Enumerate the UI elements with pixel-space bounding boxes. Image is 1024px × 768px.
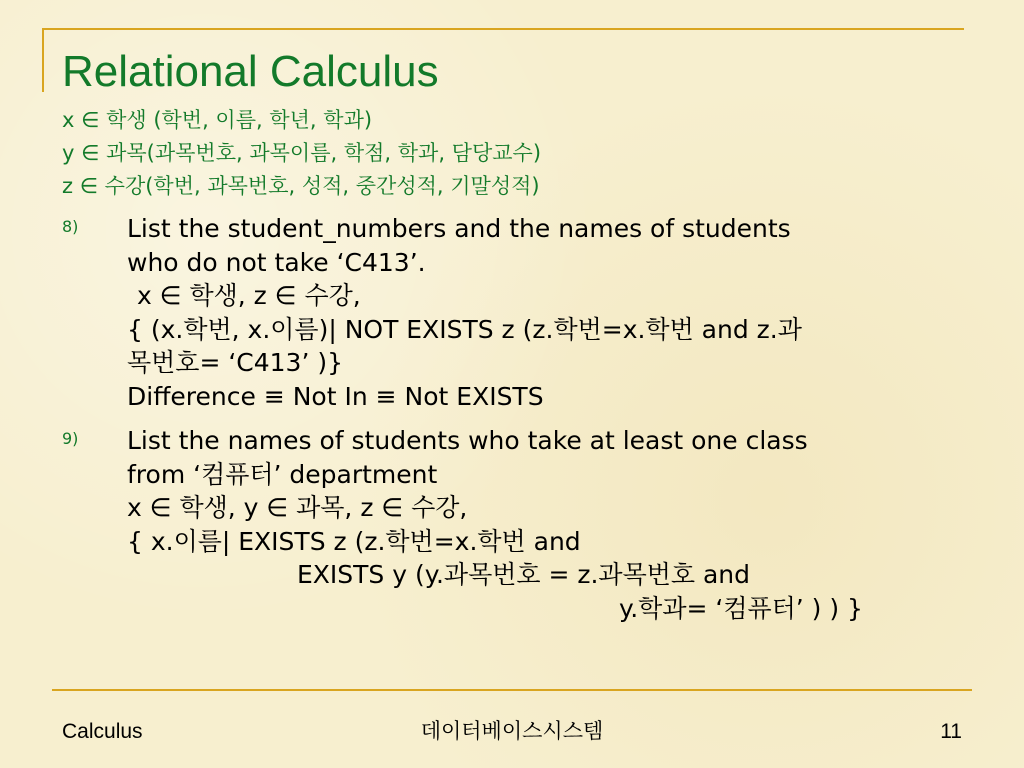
item-number: 8) [62,217,79,236]
item-line: 목번호= ‘C413’ )} [127,348,344,377]
page-number: 11 [940,720,962,743]
bottom-rule-line [52,689,972,691]
item-line: from ‘컴퓨터’ department [127,459,438,489]
item-line: x ∈ 학생, y ∈ 과목, z ∈ 수강, [127,493,468,522]
left-rule-line [42,28,44,92]
schema-definitions [62,104,541,203]
item-body [127,212,802,413]
slide-title: Relational Calculus [62,47,439,96]
schema-line-student: x ∈ 학생 (학번, 이름, 학년, 학과) [62,108,373,132]
item-line: who do not take ‘C413’. [127,247,426,277]
item-number: 9) [62,429,79,448]
item-line: { x.이름| EXISTS z (z.학번=x.학번 and [127,526,581,556]
item-line: y.학과= ‘컴퓨터’ ) ) } [619,593,863,623]
item-line: List the names of students who take at least one class [127,426,808,455]
item-line: x ∈ 학생, z ∈ 수강, [137,281,361,310]
item-line: { (x.학번, x.이름)| NOT EXISTS z (z.학번=x.학번 and z.과 [127,314,802,344]
schema-line-enroll: z ∈ 수강(학번, 과목번호, 성적, 중간성적, 기말성적) [62,174,540,198]
item-line: List the student_numbers and the names of students [127,214,791,243]
item-body [127,424,863,625]
top-rule-line [42,28,964,30]
schema-line-course: y ∈ 과목(과목번호, 과목이름, 학점, 학과, 담당교수) [62,141,542,165]
item-line: EXISTS y (y.과목번호 = z.과목번호 and [297,560,751,589]
footer-course: 데이터베이스시스템 [420,720,604,743]
footer-topic: Calculus [62,720,143,743]
item-line: Difference ≡ Not In ≡ Not EXISTS [127,381,544,411]
